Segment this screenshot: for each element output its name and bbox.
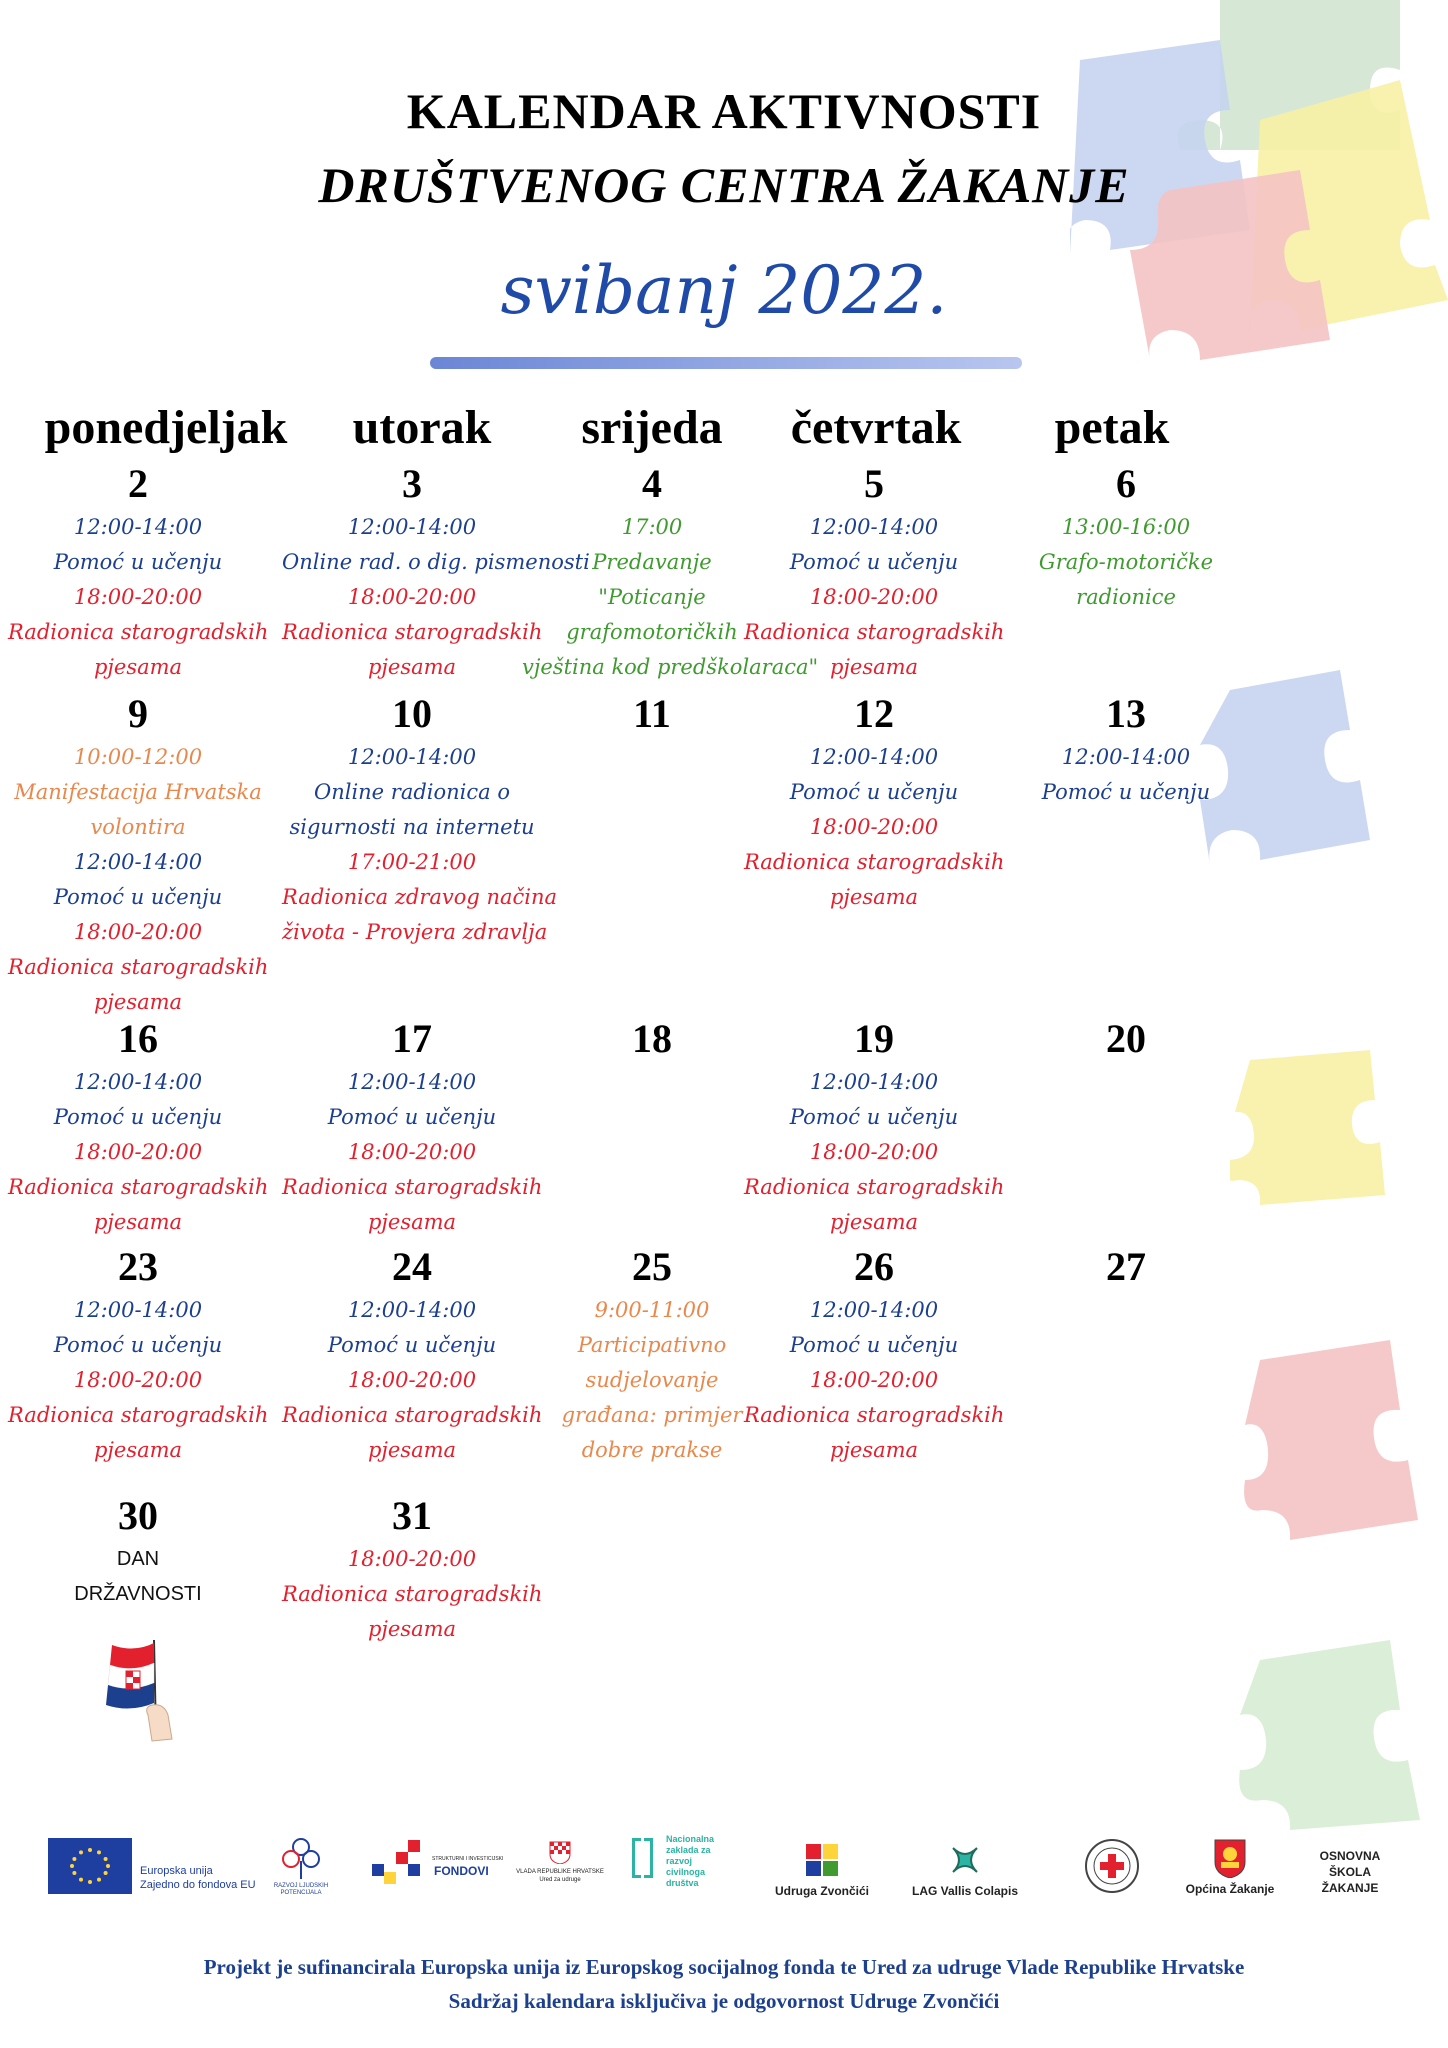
event-line: 12:00-14:00 bbox=[73, 1070, 203, 1094]
day-number: 16 bbox=[118, 1016, 158, 1061]
event-line: Pomoć u učenju bbox=[53, 1105, 223, 1129]
calendar-day-cell bbox=[8, 1017, 268, 1240]
title-divider bbox=[430, 357, 1022, 369]
calendar-day-cell bbox=[744, 462, 1004, 685]
event-line: 12:00-14:00 bbox=[73, 515, 203, 539]
event-line: Radionica starogradskih bbox=[744, 620, 1005, 644]
event-line: 18:00-20:00 bbox=[347, 1368, 477, 1392]
day-number: 19 bbox=[854, 1016, 894, 1061]
event-line: grafomotoričkih bbox=[566, 620, 738, 644]
zaklada-line2: zaklada za bbox=[666, 1845, 711, 1855]
day-number: 12 bbox=[854, 691, 894, 736]
event-line: pjesama bbox=[829, 885, 919, 909]
event-line: Radionica starogradskih bbox=[282, 1582, 543, 1606]
croatian-coat-of-arms-icon bbox=[549, 1838, 571, 1864]
event-line: 12:00-14:00 bbox=[1061, 745, 1191, 769]
vlada-logo bbox=[500, 1838, 620, 1884]
event-line: pjesama bbox=[829, 1210, 919, 1234]
event-line: 18:00-20:00 bbox=[809, 815, 939, 839]
event-line: Radionica starogradskih bbox=[282, 620, 543, 644]
event-line: Pomoć u učenju bbox=[789, 550, 959, 574]
osnovna-skola-logo bbox=[1300, 1848, 1400, 1896]
event-line: pjesama bbox=[367, 1210, 457, 1234]
opcina-zakanje-logo bbox=[1170, 1838, 1290, 1896]
calendar-day-cell bbox=[522, 1245, 782, 1468]
weekday-thursday: četvrtak bbox=[790, 401, 962, 454]
ljudski-potencijali-text: RAZVOJ LJUDSKIH POTENCIJALA bbox=[273, 1883, 329, 1896]
event-line: 18:00-20:00 bbox=[809, 1140, 939, 1164]
event-line: 12:00-14:00 bbox=[809, 1298, 939, 1322]
zaklada-line4: civilnoga bbox=[666, 1867, 706, 1877]
event-line: pjesama bbox=[93, 1438, 183, 1462]
event-line: 12:00-14:00 bbox=[809, 1070, 939, 1094]
puzzle-decoration-bottom-right-green bbox=[1230, 1630, 1448, 1830]
day-number: 17 bbox=[392, 1016, 432, 1061]
event-line: pjesama bbox=[829, 1438, 919, 1462]
eu-logo bbox=[48, 1838, 278, 1898]
day-number: 27 bbox=[1106, 1244, 1146, 1289]
vlada-line1: VLADA REPUBLIKE HRVATSKE bbox=[516, 1869, 604, 1875]
event-line: pjesama bbox=[367, 1438, 457, 1462]
event-line: DAN bbox=[116, 1548, 160, 1570]
opcina-text: Općina Žakanje bbox=[1185, 1882, 1275, 1896]
event-line: života - Provjera zdravlja bbox=[282, 920, 548, 944]
event-line: Participativno bbox=[577, 1333, 727, 1357]
event-line: Pomoć u učenju bbox=[327, 1333, 497, 1357]
calendar-day-cell bbox=[522, 1017, 782, 1065]
event-line: DRŽAVNOSTI bbox=[74, 1583, 202, 1605]
event-line: 18:00-20:00 bbox=[347, 1547, 477, 1571]
event-line: volontira bbox=[90, 815, 186, 839]
calendar-day-cell bbox=[8, 1494, 268, 1612]
calendar-day-cell bbox=[282, 1017, 542, 1240]
event-line: dobre prakse bbox=[581, 1438, 723, 1462]
event-line: 18:00-20:00 bbox=[73, 1368, 203, 1392]
event-line: 18:00-20:00 bbox=[73, 1140, 203, 1164]
event-line: Pomoć u učenju bbox=[789, 1333, 959, 1357]
event-line: 17:00-21:00 bbox=[347, 850, 477, 874]
zaklada-line3: razvoj bbox=[666, 1856, 693, 1866]
calendar-day-cell bbox=[744, 1017, 1004, 1240]
page-title-line1: KALENDAR AKTIVNOSTI bbox=[406, 83, 1042, 139]
puzzle-decoration-right-pink bbox=[1240, 1320, 1448, 1550]
event-line: 17:00 bbox=[621, 515, 683, 539]
event-line: građana: primjer bbox=[561, 1403, 743, 1427]
event-line: "Poticanje bbox=[598, 585, 706, 609]
event-line: 12:00-14:00 bbox=[809, 745, 939, 769]
udruga-zvoncici-text: Udruga Zvončići bbox=[774, 1884, 869, 1898]
footer-disclaimer: Sadržaj kalendara isključiva je odgovornost Udruge Zvončići bbox=[448, 1989, 1000, 2013]
event-line: 12:00-14:00 bbox=[347, 1070, 477, 1094]
weekday-friday: petak bbox=[1054, 401, 1170, 454]
event-line: Radionica starogradskih bbox=[744, 1175, 1005, 1199]
event-line: 9:00-11:00 bbox=[594, 1298, 710, 1322]
calendar-day-cell bbox=[282, 1245, 542, 1468]
day-number: 9 bbox=[128, 691, 148, 736]
puzzle-decoration-right-yellow bbox=[1230, 1030, 1448, 1220]
fondovi-mark-icon bbox=[372, 1838, 436, 1888]
red-cross-logo bbox=[1084, 1838, 1140, 1894]
event-line: Pomoć u učenju bbox=[1041, 780, 1211, 804]
event-line: Radionica starogradskih bbox=[282, 1403, 543, 1427]
weekday-tuesday: utorak bbox=[352, 401, 492, 454]
event-line: Radionica starogradskih bbox=[8, 955, 269, 979]
calendar-day-cell bbox=[744, 1245, 1004, 1468]
lag-vallis-colapis-logo bbox=[900, 1840, 1030, 1898]
day-number: 11 bbox=[633, 691, 671, 736]
event-line: Radionica starogradskih bbox=[282, 1175, 543, 1199]
event-line: 12:00-14:00 bbox=[347, 1298, 477, 1322]
event-line: Grafo-motoričke bbox=[1038, 550, 1214, 574]
fondovi-logo bbox=[372, 1838, 512, 1894]
day-number: 6 bbox=[1116, 461, 1136, 506]
calendar-day-cell bbox=[282, 461, 590, 685]
red-cross-icon bbox=[1084, 1838, 1140, 1894]
event-line: 12:00-14:00 bbox=[73, 850, 203, 874]
zaklada-line5: društva bbox=[666, 1878, 699, 1888]
weekday-wednesday: srijeda bbox=[581, 401, 723, 454]
zaklada-bracket-left-icon bbox=[632, 1838, 641, 1878]
skola-line3: ŽAKANJE bbox=[1321, 1881, 1379, 1895]
calendar-day-cell bbox=[996, 462, 1256, 615]
zaklada-bracket-right-icon bbox=[644, 1838, 653, 1878]
event-line: 18:00-20:00 bbox=[347, 1140, 477, 1164]
day-number: 4 bbox=[642, 461, 662, 506]
event-line: Radionica starogradskih bbox=[8, 1403, 269, 1427]
calendar-day-cell bbox=[996, 692, 1256, 810]
calendar-day-cell bbox=[8, 462, 268, 685]
eu-flag-icon bbox=[48, 1838, 132, 1894]
event-line: radionice bbox=[1076, 585, 1176, 609]
event-line: pjesama bbox=[93, 655, 183, 679]
event-line: Online rad. o dig. pismenosti bbox=[282, 550, 590, 574]
event-line: pjesama bbox=[829, 655, 919, 679]
event-line: Radionica zdravog načina bbox=[282, 885, 558, 909]
day-number: 5 bbox=[864, 461, 884, 506]
calendar-day-cell bbox=[996, 1245, 1256, 1293]
weekday-monday: ponedjeljak bbox=[44, 401, 288, 454]
calendar-day-cell bbox=[282, 691, 558, 950]
event-line: Pomoć u učenju bbox=[53, 885, 223, 909]
event-line: Pomoć u učenju bbox=[789, 780, 959, 804]
calendar-day-cell bbox=[8, 692, 268, 1020]
flower-logo-icon bbox=[279, 1835, 323, 1879]
event-line: 12:00-14:00 bbox=[347, 745, 477, 769]
event-line: Manifestacija Hrvatska bbox=[14, 780, 262, 804]
event-line: pjesama bbox=[93, 990, 183, 1014]
event-line: pjesama bbox=[367, 1617, 457, 1641]
udruga-zvoncici-logo bbox=[762, 1840, 882, 1898]
eu-logo-line2: Zajedno do fondova EU bbox=[140, 1879, 256, 1891]
event-line: Radionica starogradskih bbox=[744, 850, 1005, 874]
opcina-coat-of-arms-icon bbox=[1213, 1838, 1247, 1878]
zaklada-line1: Nacionalna bbox=[666, 1834, 715, 1844]
skola-line2: ŠKOLA bbox=[1329, 1865, 1371, 1879]
skola-line1: OSNOVNA bbox=[1319, 1849, 1381, 1863]
event-line: pjesama bbox=[367, 655, 457, 679]
day-number: 25 bbox=[632, 1244, 672, 1289]
event-line: 18:00-20:00 bbox=[809, 585, 939, 609]
event-line: pjesama bbox=[93, 1210, 183, 1234]
day-number: 24 bbox=[392, 1244, 432, 1289]
day-number: 2 bbox=[128, 461, 148, 506]
calendar-day-cell bbox=[282, 1494, 542, 1647]
event-line: Radionica starogradskih bbox=[8, 1175, 269, 1199]
calendar-day-cell bbox=[744, 692, 1004, 915]
day-number: 20 bbox=[1106, 1016, 1146, 1061]
event-line: sigurnosti na internetu bbox=[289, 815, 535, 839]
lag-logo-icon bbox=[945, 1840, 985, 1880]
calendar-day-cell bbox=[522, 692, 782, 740]
event-line: Online radionica o bbox=[313, 780, 510, 804]
day-number: 18 bbox=[632, 1016, 672, 1061]
day-number: 26 bbox=[854, 1244, 894, 1289]
footer-funding-note: Projekt je sufinancirala Europska unija iz Europskog socijalnog fonda te Ured za udruge Vlade Republike Hrvatske bbox=[203, 1955, 1245, 1979]
event-line: Radionica starogradskih bbox=[8, 620, 269, 644]
lag-text: LAG Vallis Colapis bbox=[911, 1884, 1019, 1898]
page-title-line2: DRUŠTVENOG CENTRA ŽAKANJE bbox=[318, 157, 1130, 213]
eu-logo-line1: Europska unija bbox=[140, 1865, 213, 1877]
ljudski-potencijali-logo bbox=[268, 1835, 334, 1905]
event-line: vještina kod predškolaraca" bbox=[522, 655, 819, 679]
calendar-day-cell bbox=[996, 1017, 1256, 1065]
fondovi-small-text: STRUKTURNI I INVESTICIJSKI bbox=[432, 1856, 504, 1862]
event-line: 12:00-14:00 bbox=[347, 515, 477, 539]
event-line: 18:00-20:00 bbox=[73, 585, 203, 609]
event-line: 18:00-20:00 bbox=[347, 585, 477, 609]
day-number: 3 bbox=[402, 461, 422, 506]
event-line: 12:00-14:00 bbox=[73, 1298, 203, 1322]
event-line: 10:00-12:00 bbox=[73, 745, 203, 769]
croatian-flag-illustration bbox=[104, 1635, 194, 1745]
calendar-day-cell bbox=[522, 461, 819, 685]
calendar-day-cell bbox=[8, 1245, 268, 1468]
day-number: 31 bbox=[392, 1493, 432, 1538]
day-number: 10 bbox=[392, 691, 432, 736]
puzzle-logo-icon bbox=[802, 1840, 842, 1880]
event-line: 18:00-20:00 bbox=[809, 1368, 939, 1392]
month-heading: svibanj 2022. bbox=[500, 252, 948, 329]
event-line: 12:00-14:00 bbox=[809, 515, 939, 539]
event-line: 13:00-16:00 bbox=[1061, 515, 1191, 539]
fondovi-text: FONDOVI bbox=[434, 1864, 489, 1878]
event-line: sudjelovanje bbox=[585, 1368, 719, 1392]
event-line: Pomoć u učenju bbox=[53, 550, 223, 574]
zaklada-logo bbox=[632, 1834, 722, 1904]
event-line: Predavanje bbox=[592, 550, 712, 574]
event-line: Pomoć u učenju bbox=[53, 1333, 223, 1357]
day-number: 23 bbox=[118, 1244, 158, 1289]
vlada-line2: Ured za udruge bbox=[539, 1877, 581, 1883]
day-number: 13 bbox=[1106, 691, 1146, 736]
day-number: 30 bbox=[118, 1493, 158, 1538]
event-line: Radionica starogradskih bbox=[744, 1403, 1005, 1427]
event-line: Pomoć u učenju bbox=[327, 1105, 497, 1129]
event-line: 18:00-20:00 bbox=[73, 920, 203, 944]
event-line: Pomoć u učenju bbox=[789, 1105, 959, 1129]
